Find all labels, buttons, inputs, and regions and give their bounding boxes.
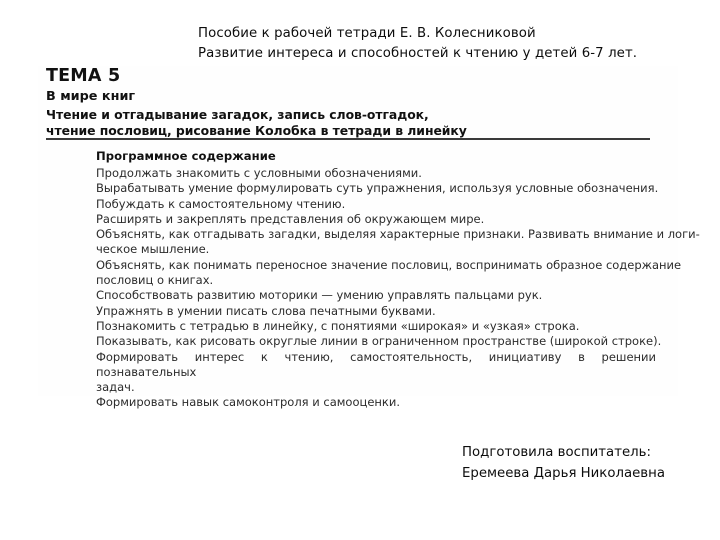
- list-item: [96, 227, 700, 258]
- theme-description: [46, 107, 666, 138]
- list-item-line: Показывать, как рисовать округлые линии в ограниченном пространстве (широкой строке).: [96, 334, 662, 349]
- list-item: [96, 212, 668, 227]
- list-item-line: Формировать навык самоконтроля и самооценки.: [96, 395, 400, 410]
- list-item: [96, 181, 668, 196]
- list-item-line: Упражнять в умении писать слова печатными буквами.: [96, 303, 436, 318]
- list-item: [96, 197, 668, 212]
- list-item-line: задач.: [96, 380, 135, 395]
- list-item-line: Объяснять, как понимать переносное значение пословиц, воспринимать образное содержание: [96, 257, 682, 272]
- section-divider-rule: [46, 138, 650, 140]
- program-content-heading: Программное содержание: [96, 149, 276, 163]
- list-item: [96, 304, 668, 319]
- list-item: [96, 395, 668, 410]
- header-note-line-1: Пособие к рабочей тетради Е. В. Колесниковой: [198, 26, 536, 41]
- list-item-line: пословиц о книгах.: [96, 273, 214, 288]
- footer-note-line-1: Подготовила воспитатель:: [462, 445, 651, 460]
- list-item-line: Познакомить с тетрадью в линейку, с понятиями «широкая» и «узкая» строка.: [96, 318, 580, 333]
- list-item-line: Побуждать к самостоятельному чтению.: [96, 196, 346, 211]
- theme-subtitle: В мире книг: [46, 89, 136, 104]
- program-content-block: [96, 148, 700, 411]
- list-item-line: Продолжать знакомить с условными обозначениями.: [96, 166, 422, 180]
- footer-note-line-2: Еремеева Дарья Николаевна: [462, 466, 665, 481]
- program-content-list: [96, 166, 700, 411]
- list-item: [96, 288, 668, 303]
- theme-description-line-2: чтение пословиц, рисование Колобка в тетради в линейку: [46, 122, 467, 138]
- list-item: [96, 166, 668, 181]
- list-item-line: Объяснять, как отгадывать загадки, выделяя характерные признаки. Развивать внимание и логи-: [96, 227, 700, 242]
- list-item-line: Формировать интерес к чтению, самостоятельность, инициативу в решении познавательных: [96, 349, 656, 379]
- theme-title: ТЕМА 5: [46, 66, 121, 86]
- list-item-line: Расширять и закреплять представления об окружающем мире.: [96, 211, 485, 226]
- list-item-line: Способствовать развитию моторики — умению управлять пальцами рук.: [96, 288, 543, 303]
- list-item-line: Вырабатывать умение формулировать суть упражнения, используя условные обозначения.: [96, 181, 659, 196]
- scanned-page-region: [38, 66, 700, 410]
- list-item-line: ческое мышление.: [96, 242, 210, 257]
- list-item: [96, 334, 668, 349]
- theme-description-line-1: Чтение и отгадывание загадок, запись слов-отгадок,: [46, 107, 429, 122]
- theme-block: [46, 66, 666, 138]
- footer-note: [462, 442, 712, 484]
- list-item: [96, 319, 668, 334]
- header-note: [198, 24, 698, 64]
- header-note-line-2: Развитие интереса и способностей к чтению у детей 6-7 лет.: [198, 46, 638, 61]
- list-item: [96, 350, 656, 396]
- list-item: [96, 257, 682, 289]
